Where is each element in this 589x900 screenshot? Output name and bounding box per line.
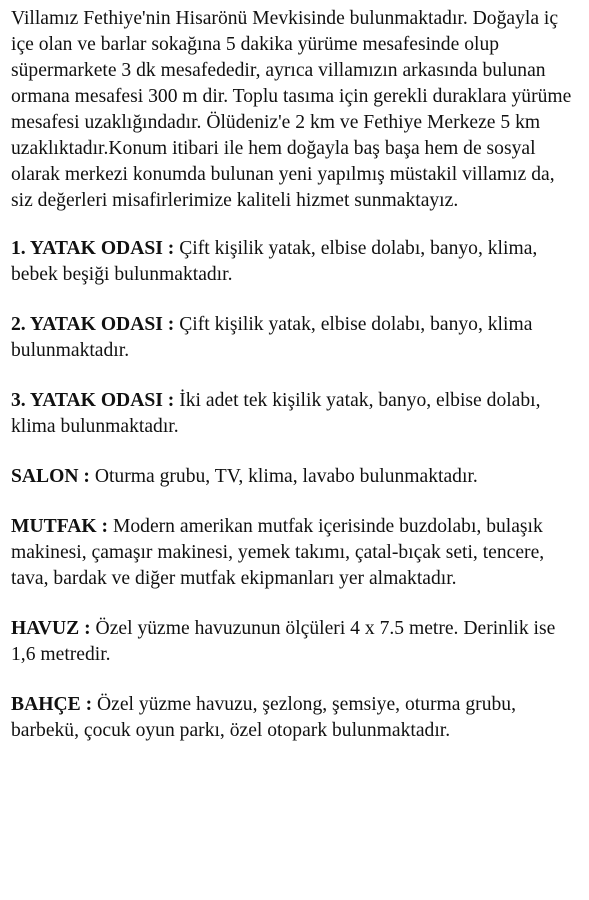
- section-living-room: [11, 464, 579, 490]
- section-heading: BAHÇE :: [11, 694, 93, 715]
- section-heading: 3. YATAK ODASI :: [11, 390, 175, 411]
- section-text: Modern amerikan mutfak içerisinde buzdolabı, bulaşık makinesi, çamaşır makinesi, yemek takımı, çatal-bıçak seti, tencere, tava, bardak ve diğer mutfak ekipmanları yer almaktadır.: [11, 516, 545, 589]
- section-garden: [11, 692, 579, 744]
- section-heading: HAVUZ :: [11, 618, 91, 639]
- section-text: Özel yüzme havuzunun ölçüleri 4 x 7.5 metre. Derinlik ise 1,6 metredir.: [11, 618, 556, 665]
- intro-paragraph: Villamız Fethiye'nin Hisarönü Mevkisinde bulunmaktadır. Doğayla iç içe olan ve barlar sokağına 5 dakika yürüme mesafesinde olup süpermarkete 3 dk mesafededir, ayrıca villamızın arkasında bulunan ormana mesafesi 300 m dir. Toplu tasıma için gerekli duraklara yürüme mesafesi uzaklığındadır. Ölüdeniz'e 2 km ve Fethiye Merkeze 5 km uzaklıktadır.Konum itibari ile hem doğayla baş başa hem de sosyal olarak merkezi konumda bulunan yeni yapılmış müstakil villamız da, siz değerleri misafirlerimize kaliteli hizmet sunmaktayız.: [11, 8, 572, 211]
- section-heading: SALON :: [11, 466, 90, 487]
- section-heading: MUTFAK :: [11, 516, 109, 537]
- section-text: Çift kişilik yatak, elbise dolabı, banyo, klima bulunmaktadır.: [11, 314, 533, 361]
- section-heading: 2. YATAK ODASI :: [11, 314, 175, 335]
- section-bedroom-2: [11, 312, 579, 364]
- section-bedroom-1: [11, 236, 579, 288]
- section-text: Özel yüzme havuzu, şezlong, şemsiye, oturma grubu, barbekü, çocuk oyun parkı, özel otopark bulunmaktadır.: [11, 694, 516, 741]
- section-bedroom-3: [11, 388, 579, 440]
- section-kitchen: [11, 514, 579, 592]
- section-text: Çift kişilik yatak, elbise dolabı, banyo, klima, bebek beşiği bulunmaktadır.: [11, 238, 538, 285]
- section-pool: [11, 616, 579, 668]
- section-heading: 1. YATAK ODASI :: [11, 238, 175, 259]
- section-text: Oturma grubu, TV, klima, lavabo bulunmaktadır.: [89, 466, 478, 487]
- section-text: İki adet tek kişilik yatak, banyo, elbise dolabı, klima bulunmaktadır.: [11, 390, 541, 437]
